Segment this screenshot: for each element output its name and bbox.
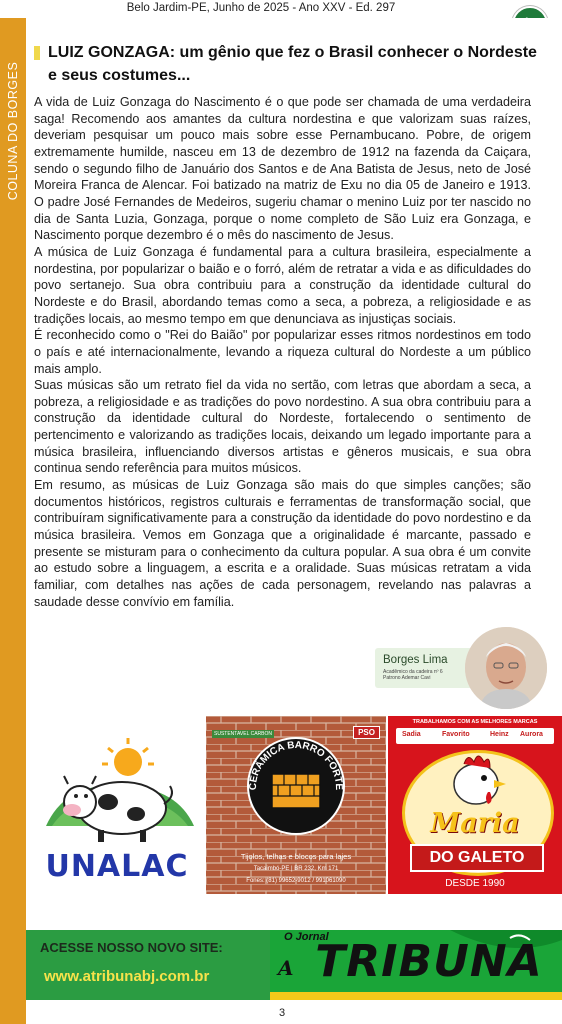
masthead-o-jornal: O Jornal bbox=[284, 931, 329, 943]
galeto-ad[interactable] bbox=[388, 716, 562, 894]
sun-icon bbox=[102, 738, 154, 776]
author-name: Borges Lima bbox=[383, 654, 448, 666]
article-paragraph: É reconhecido como o "Rei do Baião" por popularizar esses ritmos nordestinos em todo o país e até internacionalmente, levando a riqueza cultural do Nordeste a um público mais amplo. bbox=[34, 328, 531, 376]
author-photo bbox=[465, 627, 547, 709]
galeto-name-maria: Maria bbox=[430, 808, 520, 839]
author-role-line2: Patrono Ademar Cavi bbox=[383, 675, 431, 681]
author-role-line1: Acadêmico da cadeira nº 6 bbox=[383, 669, 443, 675]
brand-item: Favorito bbox=[442, 731, 470, 738]
website-promo[interactable] bbox=[26, 930, 270, 1000]
unalac-name: UNALAC bbox=[45, 849, 189, 884]
svg-text:CERÂMICA BARRO FORTE bbox=[248, 740, 344, 791]
edition-line: Belo Jardim-PE, Junho de 2025 - Ano XXV - Ed. 297 bbox=[126, 2, 396, 14]
author-role bbox=[383, 669, 463, 681]
article-paragraph: A vida de Luiz Gonzaga do Nascimento é o que pode ser chamada de uma verdadeira saga! Recomendo aos amantes da cultura nordestina e que valorizam suas raízes, deveriam pesquisar um pouco mais sobre esse Pernambucano. Pobre, de origem extremamente humilde, nasceu em 13 de dezembro de 1912 na fazenda da Caiçara, sendo o segundo filho de Januário dos Santos e de Ana Batista de Jesus, neto de José Moreira Franca de Alencar. Foi batizado na matriz de Exu no dia 05 de Janeiro e 1913. O padre José Fernandes de Medeiros, sugeriu chamar o menino Luiz por ter nascido no dia de Santa Luzia, Gonzaga, porque o nome completo de São Luiz era Gonzaga, e Nascimento porque dezembro é o mês do nascimento de Jesus. bbox=[34, 95, 531, 243]
unalac-ad[interactable] bbox=[36, 716, 204, 894]
website-url-link[interactable]: www.atribunabj.com.br bbox=[44, 968, 210, 985]
newspaper-masthead bbox=[270, 930, 562, 1000]
page-header bbox=[0, 0, 562, 19]
carbon-label: SUSTENTAVEL CARBON bbox=[214, 731, 272, 737]
article-title: LUIZ GONZAGA: um gênio que fez o Brasil conhecer o Nordeste e seus costumes... bbox=[48, 44, 537, 84]
cow-icon bbox=[63, 776, 172, 842]
page-number: 3 bbox=[278, 1007, 286, 1019]
pso-badge: PSO bbox=[353, 726, 380, 739]
unalac-cow-illustration bbox=[36, 716, 204, 856]
column-sidebar bbox=[0, 18, 26, 1024]
ceramica-name: CERÂMICA BARRO FORTE bbox=[247, 739, 345, 791]
bottom-banner bbox=[26, 930, 562, 1000]
masthead-stripe bbox=[270, 992, 562, 1000]
ads-row bbox=[26, 716, 562, 894]
article-paragraph: Em resumo, as músicas de Luiz Gonzaga são mais do que simples canções; são documentos históricos, registros culturais e ferramentas de transformação social, que contribuíram significativamente para a construção da identidade do povo nordestino e da música brasileira. Vemos em Gonzaga que a originalidade é marcante, passado e presente se misturam para o conhecimento da cultura popular. A sua obra é um convite ao estudo sobre a linguagem, a escrita e a oralidade. Suas músicas retratam a vida familiar, com detalhes nas ações de cada personagem, revelando nas palavras a saudade desse convívio em família. bbox=[34, 478, 531, 609]
masthead-a: A bbox=[278, 956, 294, 980]
article-paragraph: Suas músicas são um retrato fiel da vida no sertão, com letras que abordam a seca, a pobreza, a religiosidade e as tradições do povo nordestino. A sua obra contribuiu para a construção da identidade cultural do Nordeste, fortalecendo o sentimento de pertencimento e valorizando as tradições locais, deixando um legado importante para a música brasileira, influenciando diversos artistas e gêneros musicais, e sua obra continua sendo referência para muitos músicos. bbox=[34, 378, 531, 476]
galeto-name-do-galeto: DO GALETO bbox=[410, 844, 544, 872]
ceramica-address: Tacaimbó-PE | BR 232, Km 171 bbox=[253, 866, 339, 872]
galeto-since: DESDE 1990 bbox=[445, 878, 505, 889]
website-promo-heading: ACESSE NOSSO NOVO SITE: bbox=[40, 940, 223, 955]
brand-item: Heinz bbox=[490, 731, 509, 738]
brand-item: Aurora bbox=[520, 731, 543, 738]
ceramica-products: Tijolos, telhas e blocos para lajes bbox=[240, 852, 352, 861]
article-paragraph: A música de Luiz Gonzaga é fundamental para a cultura brasileira, especialmente a nordestina, por popularizar o baião e o forró, além de retratar a vida e as dificuldades do povo sertanejo. Sua obra contribuiu para a construção da identidade cultural do Nordeste e do Brasil, abordando temas como a seca, a pobreza, a religiosidade e as tradições locais, ao mesmo tempo em que denunciava as injustiças sociais. bbox=[34, 244, 531, 326]
brand-item: Sadia bbox=[402, 731, 421, 738]
title-marker bbox=[34, 46, 40, 60]
ceramica-phones: Fones: (81) 99652-9012 / 991061090 bbox=[246, 878, 346, 884]
galeto-top-text: TRABALHAMOS COM AS MELHORES MARCAS bbox=[412, 719, 538, 725]
ceramica-ad[interactable] bbox=[206, 716, 386, 894]
article-body bbox=[34, 94, 531, 610]
masthead-tribuna: TRIBUNA bbox=[315, 936, 543, 987]
column-label: COLUNA DO BORGES bbox=[6, 61, 20, 201]
